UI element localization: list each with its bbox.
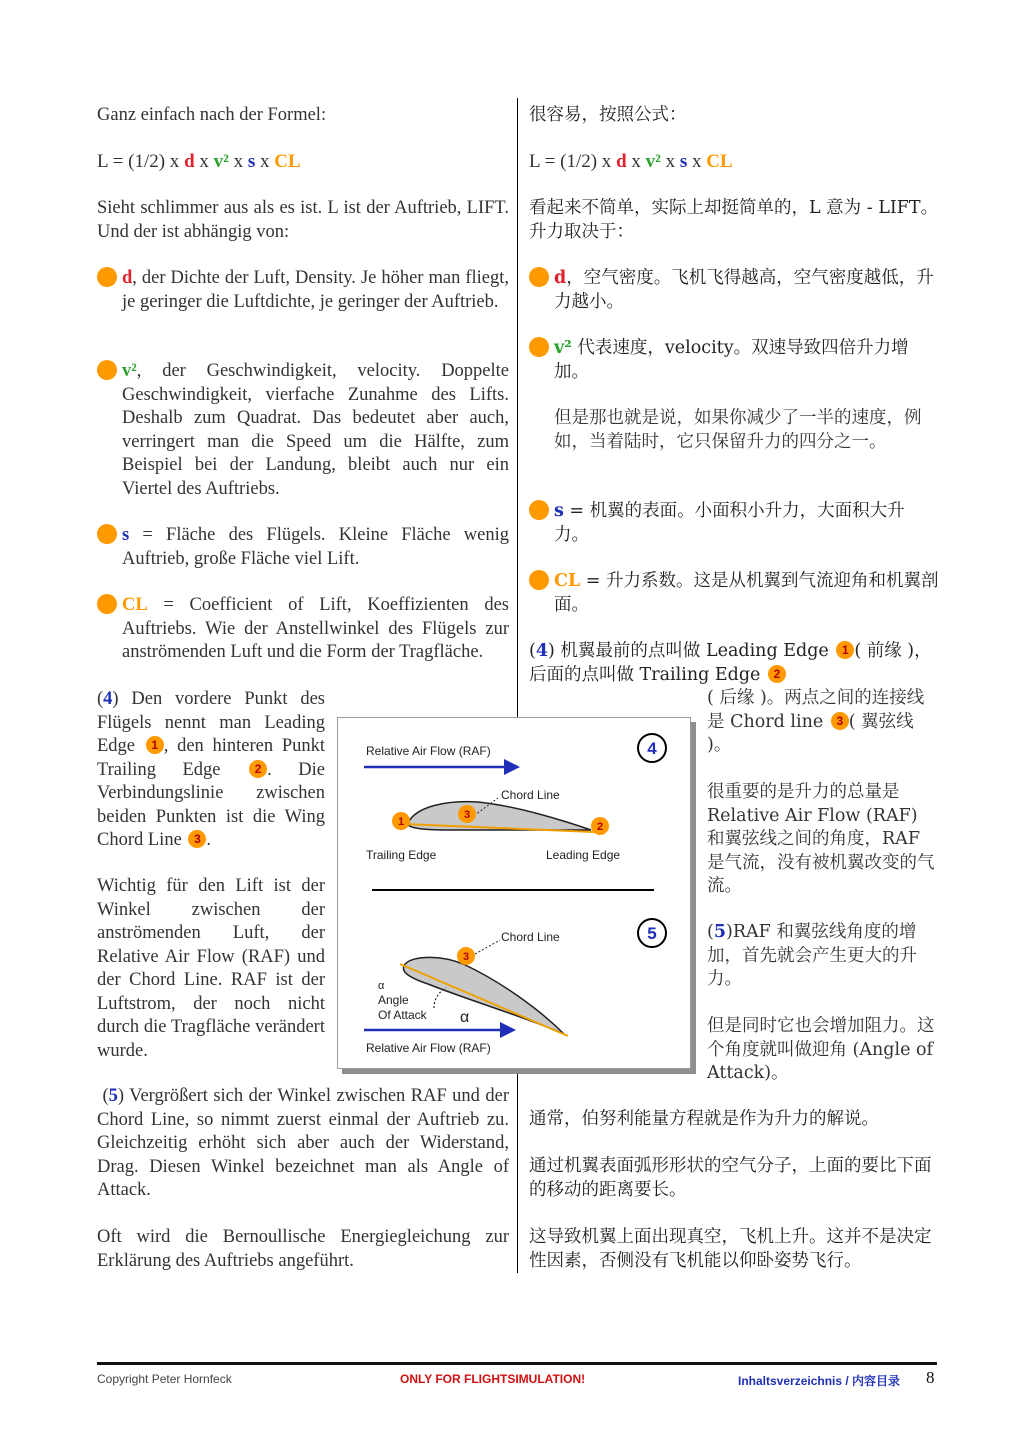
leading-edge-label: Leading Edge — [546, 848, 621, 862]
right-para-raf: 很重要的是升力的总量是 Relative Air Flow (RAF) 和翼弦线之间的角度，RAF 是气流，没有被机翼改变的气流。 — [707, 782, 935, 896]
column-divider — [517, 98, 518, 1273]
badge-3-icon: 3 — [188, 830, 206, 848]
svg-text:3: 3 — [463, 809, 471, 821]
of-attack-label: Of Attack — [378, 1008, 427, 1022]
badge-1-icon: 1 — [146, 736, 164, 754]
left-para-raf: Wichtig für den Lift ist der Winkel zwischen der anströmenden Luft, der Relative Air Flow (RAF) und der Chord Line. RAF ist der Luftstrom, der noch nicht durch die Tragfläche verändert wurde. — [97, 876, 325, 1061]
chord-line-label-top: Chord Line — [501, 788, 560, 802]
angle-label: Angle — [378, 993, 409, 1007]
raf-label-top: Relative Air Flow (RAF) — [366, 744, 491, 758]
left-para-bernoulli: Oft wird die Bernoullische Energiegleichung zur Erklärung des Auftriebs angeführt. — [97, 1227, 509, 1271]
badge-1-icon: 1 — [836, 641, 854, 659]
right-para-drag: 但是同时它也会增加阻力。这个角度就叫做迎角 (Angle of Attack)。 — [707, 1016, 935, 1083]
bullet-dot-icon — [97, 267, 117, 287]
bullet-dot-icon — [529, 570, 549, 590]
left-para-lift: Sieht schlimmer aus als es ist. L ist der Auftrieb, LIFT. Und der ist abhängig von: — [97, 198, 509, 242]
badge-2-icon: 2 — [768, 665, 786, 683]
alpha-small-label: α — [378, 980, 385, 992]
panel-4-label: 4 — [647, 739, 657, 758]
svg-text:3: 3 — [462, 951, 470, 963]
trailing-edge-label: Trailing Edge — [366, 848, 437, 862]
raf-arrowhead-bottom-icon — [500, 1022, 516, 1038]
footer-copyright: Copyright Peter Hornfeck — [97, 1372, 232, 1386]
left-formula: L = (1/2) x d x v² x s x CL — [97, 151, 301, 172]
airfoil-diagram — [338, 718, 690, 1068]
bullet-dot-icon — [97, 594, 117, 614]
right-para-velocity-extra: 但是那也就是说，如果你减少了一半的速度，例如，当着陆时，它只保留升力的四分之一。 — [554, 408, 922, 452]
left-bullet-density: d, der Dichte der Luft, Density. Je höher man fliegt, je geringer die Luftdichte, je geringer der Auftrieb. — [97, 267, 509, 314]
footer-rule — [97, 1362, 937, 1365]
chord-line-label-bottom: Chord Line — [501, 930, 560, 944]
bullet-dot-icon — [529, 337, 549, 357]
airfoil-figure — [337, 717, 691, 1069]
svg-text:2: 2 — [596, 821, 604, 833]
right-formula: L = (1/2) x d x v² x s x CL — [529, 151, 733, 172]
bullet-dot-icon — [97, 360, 117, 380]
footer-toc-link[interactable]: Inhaltsverzeichnis / 内容目录 — [738, 1374, 901, 1388]
left-para-points: (4) Den vordere Punkt des Flügels nennt man Leading Edge 1 , den hinteren Punkt Trailing Edge 2 . Die Verbindungslinie zwischen beiden Punkten ist die Wing Chord Line 3 . — [97, 689, 325, 850]
right-para-points-b: ( 后缘 )。两点之间的连接线是 Chord line 3 ( 翼弦线 )。 — [707, 688, 925, 755]
panel-5-label: 5 — [647, 924, 657, 943]
alpha-big-label: α — [460, 1009, 470, 1026]
badge-2-icon: 2 — [249, 760, 267, 778]
raf-arrowhead-top-icon — [504, 759, 520, 775]
left-para-aoa: (5) Vergrößert sich der Winkel zwischen RAF und der Chord Line, so nimmt zuerst einmal der Auftrieb zu. Gleichzeitig erhöht sich aber auch der Widerstand, Drag. Diesen Winkel bezeichnet man als Angle of Attack. — [97, 1086, 509, 1200]
badge-3-icon: 3 — [831, 712, 849, 730]
bullet-dot-icon — [97, 524, 117, 544]
right-intro: 很容易，按照公式： — [529, 105, 687, 125]
page-number: 8 — [926, 1368, 935, 1387]
right-bullet-surface: s = 机翼的表面。小面积小升力，大面积大升力。 — [529, 500, 939, 547]
left-intro: Ganz einfach nach der Formel: — [97, 105, 327, 125]
footer-notice: ONLY FOR FLIGHTSIMULATION! — [400, 1372, 586, 1386]
bullet-dot-icon — [529, 500, 549, 520]
raf-label-bottom: Relative Air Flow (RAF) — [366, 1041, 491, 1055]
right-para-molecules: 通过机翼表面弧形形状的空气分子，上面的要比下面的移动的距离要长。 — [529, 1156, 932, 1200]
bullet-dot-icon — [529, 267, 549, 287]
left-bullet-cl: CL = Coefficient of Lift, Koeffizienten des Auftriebs. Wie der Anstellwinkel des Flügels zur anströmenden Luft und die Form der Tragfläche. — [97, 594, 509, 665]
right-bullet-velocity: v² 代表速度，velocity。双速导致四倍升力增加。 — [529, 337, 939, 384]
left-bullet-velocity: v², der Geschwindigkeit, velocity. Doppelte Geschwindigkeit, vierfache Zunahme des Lifts. Deshalb zum Quadrat. Das bedeutet aber auch, verringert man die Speed um die Hälfte, zum Beispiel bei der Landung, bleibt auch nur ein Viertel des Auftriebs. — [97, 360, 509, 501]
right-bullet-density: d，空气密度。飞机飞得越高，空气密度越低，升力越小。 — [529, 267, 939, 314]
right-para-aoa: (5)RAF 和翼弦线角度的增加，首先就会产生更大的升力。 — [707, 922, 917, 989]
left-bullet-surface: s = Fläche des Flügels. Kleine Fläche wenig Auftrieb, große Fläche viel Lift. — [97, 524, 509, 571]
right-para-points-a: (4) 机翼最前的点叫做 Leading Edge 1 ( 前缘 )，后面的点叫做 Trailing Edge 2 — [529, 641, 932, 685]
svg-text:1: 1 — [397, 816, 405, 828]
right-para-vacuum: 这导致机翼上面出现真空，飞机上升。这并不是决定性因素，否侧没有飞机能以仰卧姿势飞行。 — [529, 1227, 932, 1271]
right-para-bernoulli: 通常，伯努利能量方程就是作为升力的解说。 — [529, 1109, 879, 1129]
right-para-lift: 看起来不简单，实际上却挺简单的，L 意为 - LIFT。升力取决于： — [529, 198, 939, 242]
airfoil-bottom — [403, 957, 564, 1034]
right-bullet-cl: CL = 升力系数。这是从机翼到气流迎角和机翼剖面。 — [529, 570, 939, 617]
